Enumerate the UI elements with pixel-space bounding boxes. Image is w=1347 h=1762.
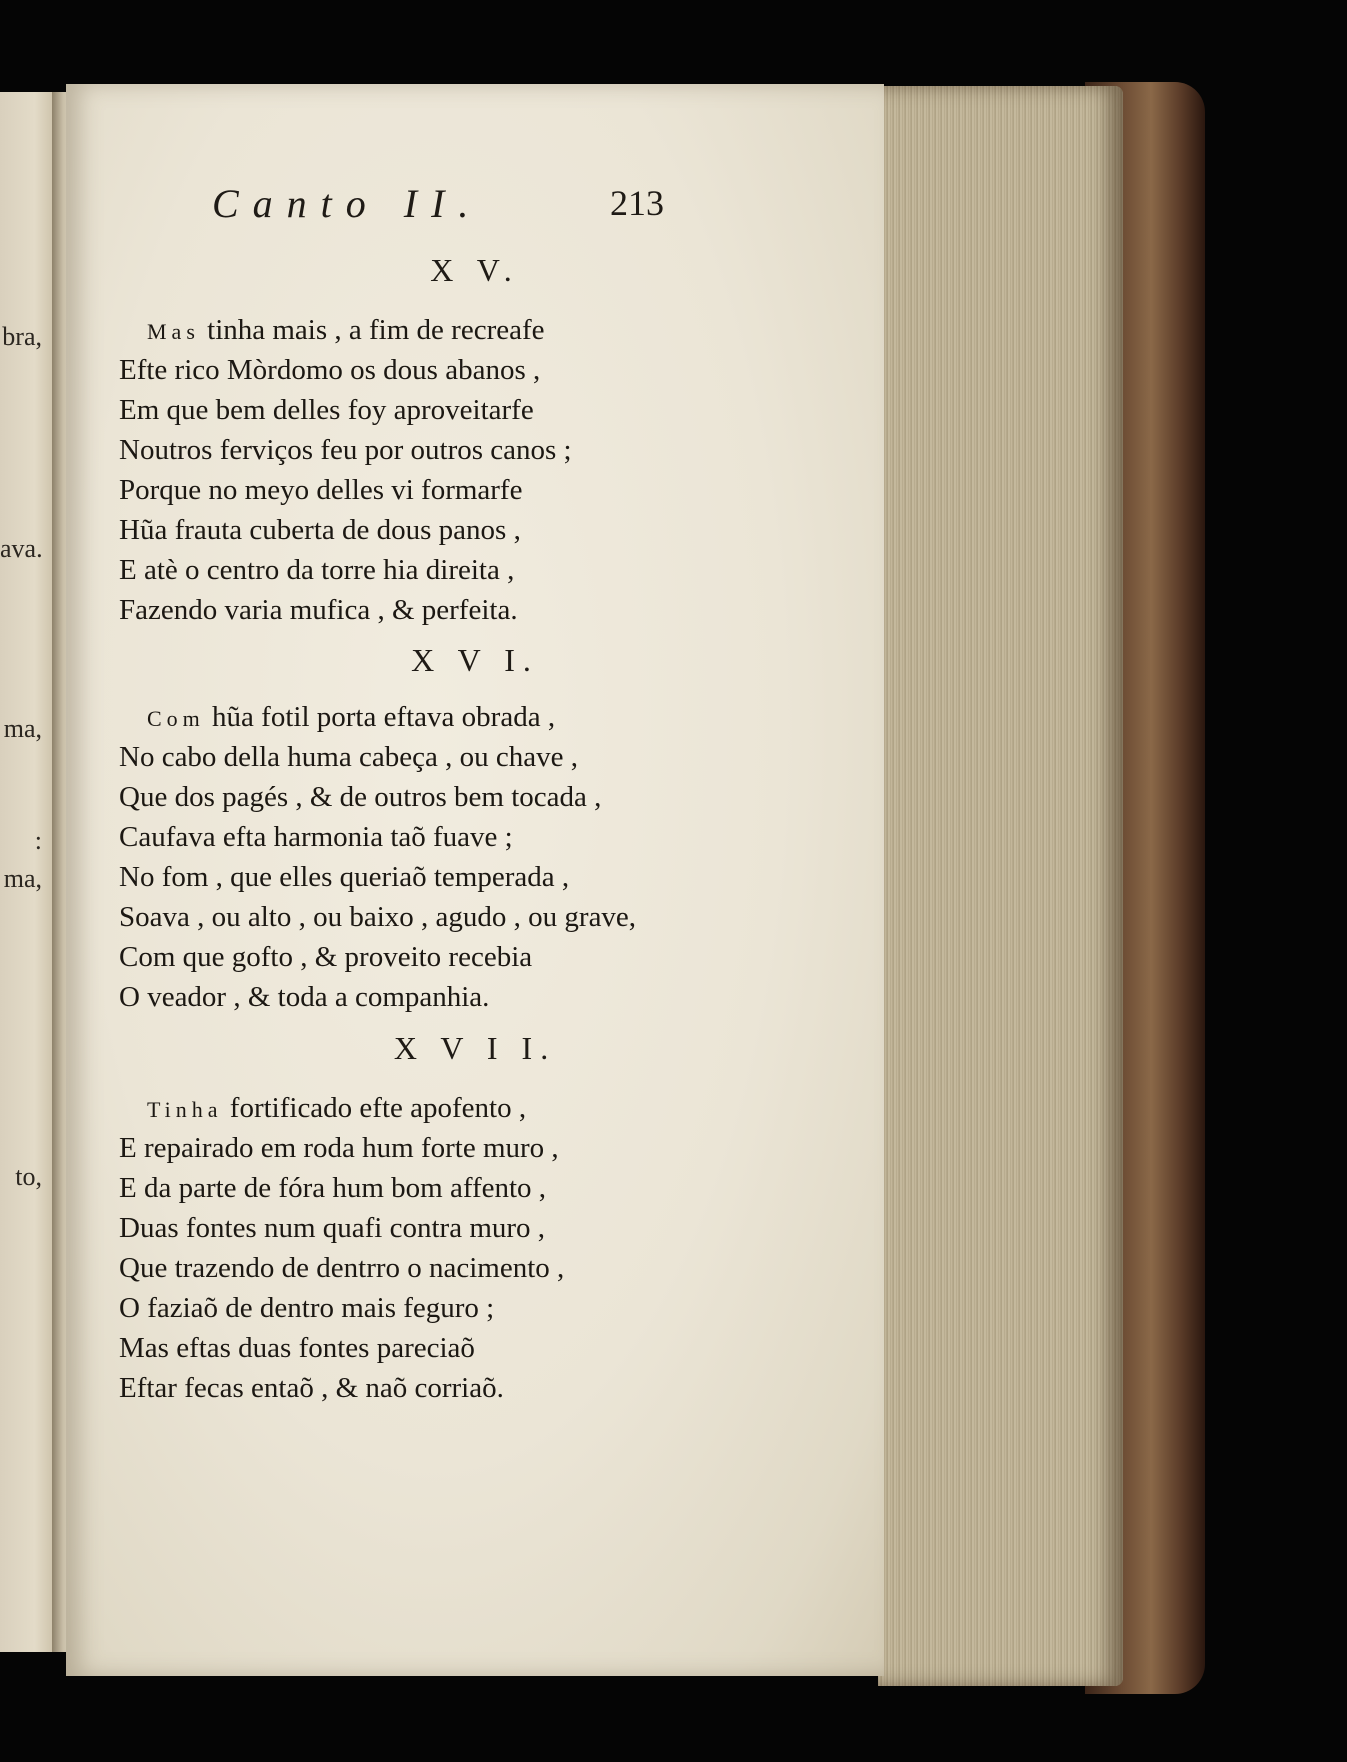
stanza-number: X V. xyxy=(430,252,520,288)
left-page-fragment: ava. xyxy=(0,534,43,563)
left-page-fragment: : xyxy=(34,826,42,855)
stanza-lead: Mas xyxy=(147,319,200,344)
stanza-line: No cabo della huma cabeça , ou chave , xyxy=(119,741,578,773)
stanza-line: Duas fontes num quafi contra muro , xyxy=(119,1212,546,1244)
stanza-line: Em que bem delles foy aproveitarfe xyxy=(119,394,534,426)
left-page-fragment: bra, xyxy=(2,322,42,351)
stanza-line: Mas tinha mais , a fim de recreafe xyxy=(147,314,545,346)
stanza-line: Caufava efta harmonia taõ fuave ; xyxy=(119,821,513,853)
stanza-line: Mas eftas duas fontes pareciaõ xyxy=(119,1332,475,1364)
stanza-line: E da parte de fóra hum bom affento , xyxy=(119,1172,547,1204)
stanza-line: Tinha fortificado efte apofento , xyxy=(147,1092,527,1124)
stanza-line: Com hũa fotil porta eftava obrada , xyxy=(147,701,556,733)
stanza-lead: Tinha xyxy=(147,1097,223,1122)
stanza-line: E atè o centro da torre hia direita , xyxy=(119,554,515,586)
stanza-line: Que trazendo de dentrro o nacimento , xyxy=(119,1252,565,1284)
left-page-fragment: ma, xyxy=(3,714,42,743)
stanza-lead: Com xyxy=(147,706,205,731)
stanza-line: O veador , & toda a companhia. xyxy=(119,981,490,1013)
stanza-line: Com que gofto , & proveito recebia xyxy=(119,941,533,973)
stanza xyxy=(119,1088,564,1408)
stanza-line: Hũa frauta cuberta de dous panos , xyxy=(119,514,521,546)
stanza-line: Porque no meyo delles vi formarfe xyxy=(119,474,523,506)
left-page-fragment: to, xyxy=(15,1162,42,1191)
running-head: Canto II. xyxy=(212,181,483,226)
stanza-line: Efte rico Mòrdomo os dous abanos , xyxy=(119,354,541,386)
stanza-number: X V I. xyxy=(411,642,539,678)
stanza xyxy=(119,697,636,1017)
left-page-fragment: ma, xyxy=(3,864,42,893)
stanza-line: Que dos pagés , & de outros bem tocada , xyxy=(119,781,602,813)
page-header xyxy=(140,180,680,230)
page-number: 213 xyxy=(610,183,664,223)
stanza-line: O faziaõ de dentro mais feguro ; xyxy=(119,1292,495,1324)
stanza-line: Soava , ou alto , ou baixo , agudo , ou grave, xyxy=(119,901,637,933)
page-edges xyxy=(878,86,1123,1686)
stanza xyxy=(119,310,572,630)
stanza-number: X V I I. xyxy=(393,1030,557,1066)
stanza-line: E repairado em roda hum forte muro , xyxy=(119,1132,559,1164)
stanza-line: Fazendo varia mufica , & perfeita. xyxy=(119,594,518,626)
left-page xyxy=(0,92,58,1652)
stanza-line: Noutros ferviços feu por outros canos ; xyxy=(119,434,572,466)
stanza-line: Eftar fecas entaõ , & naõ corriaõ. xyxy=(119,1372,504,1404)
stanza-line: No fom , que elles queriaõ temperada , xyxy=(119,861,570,893)
